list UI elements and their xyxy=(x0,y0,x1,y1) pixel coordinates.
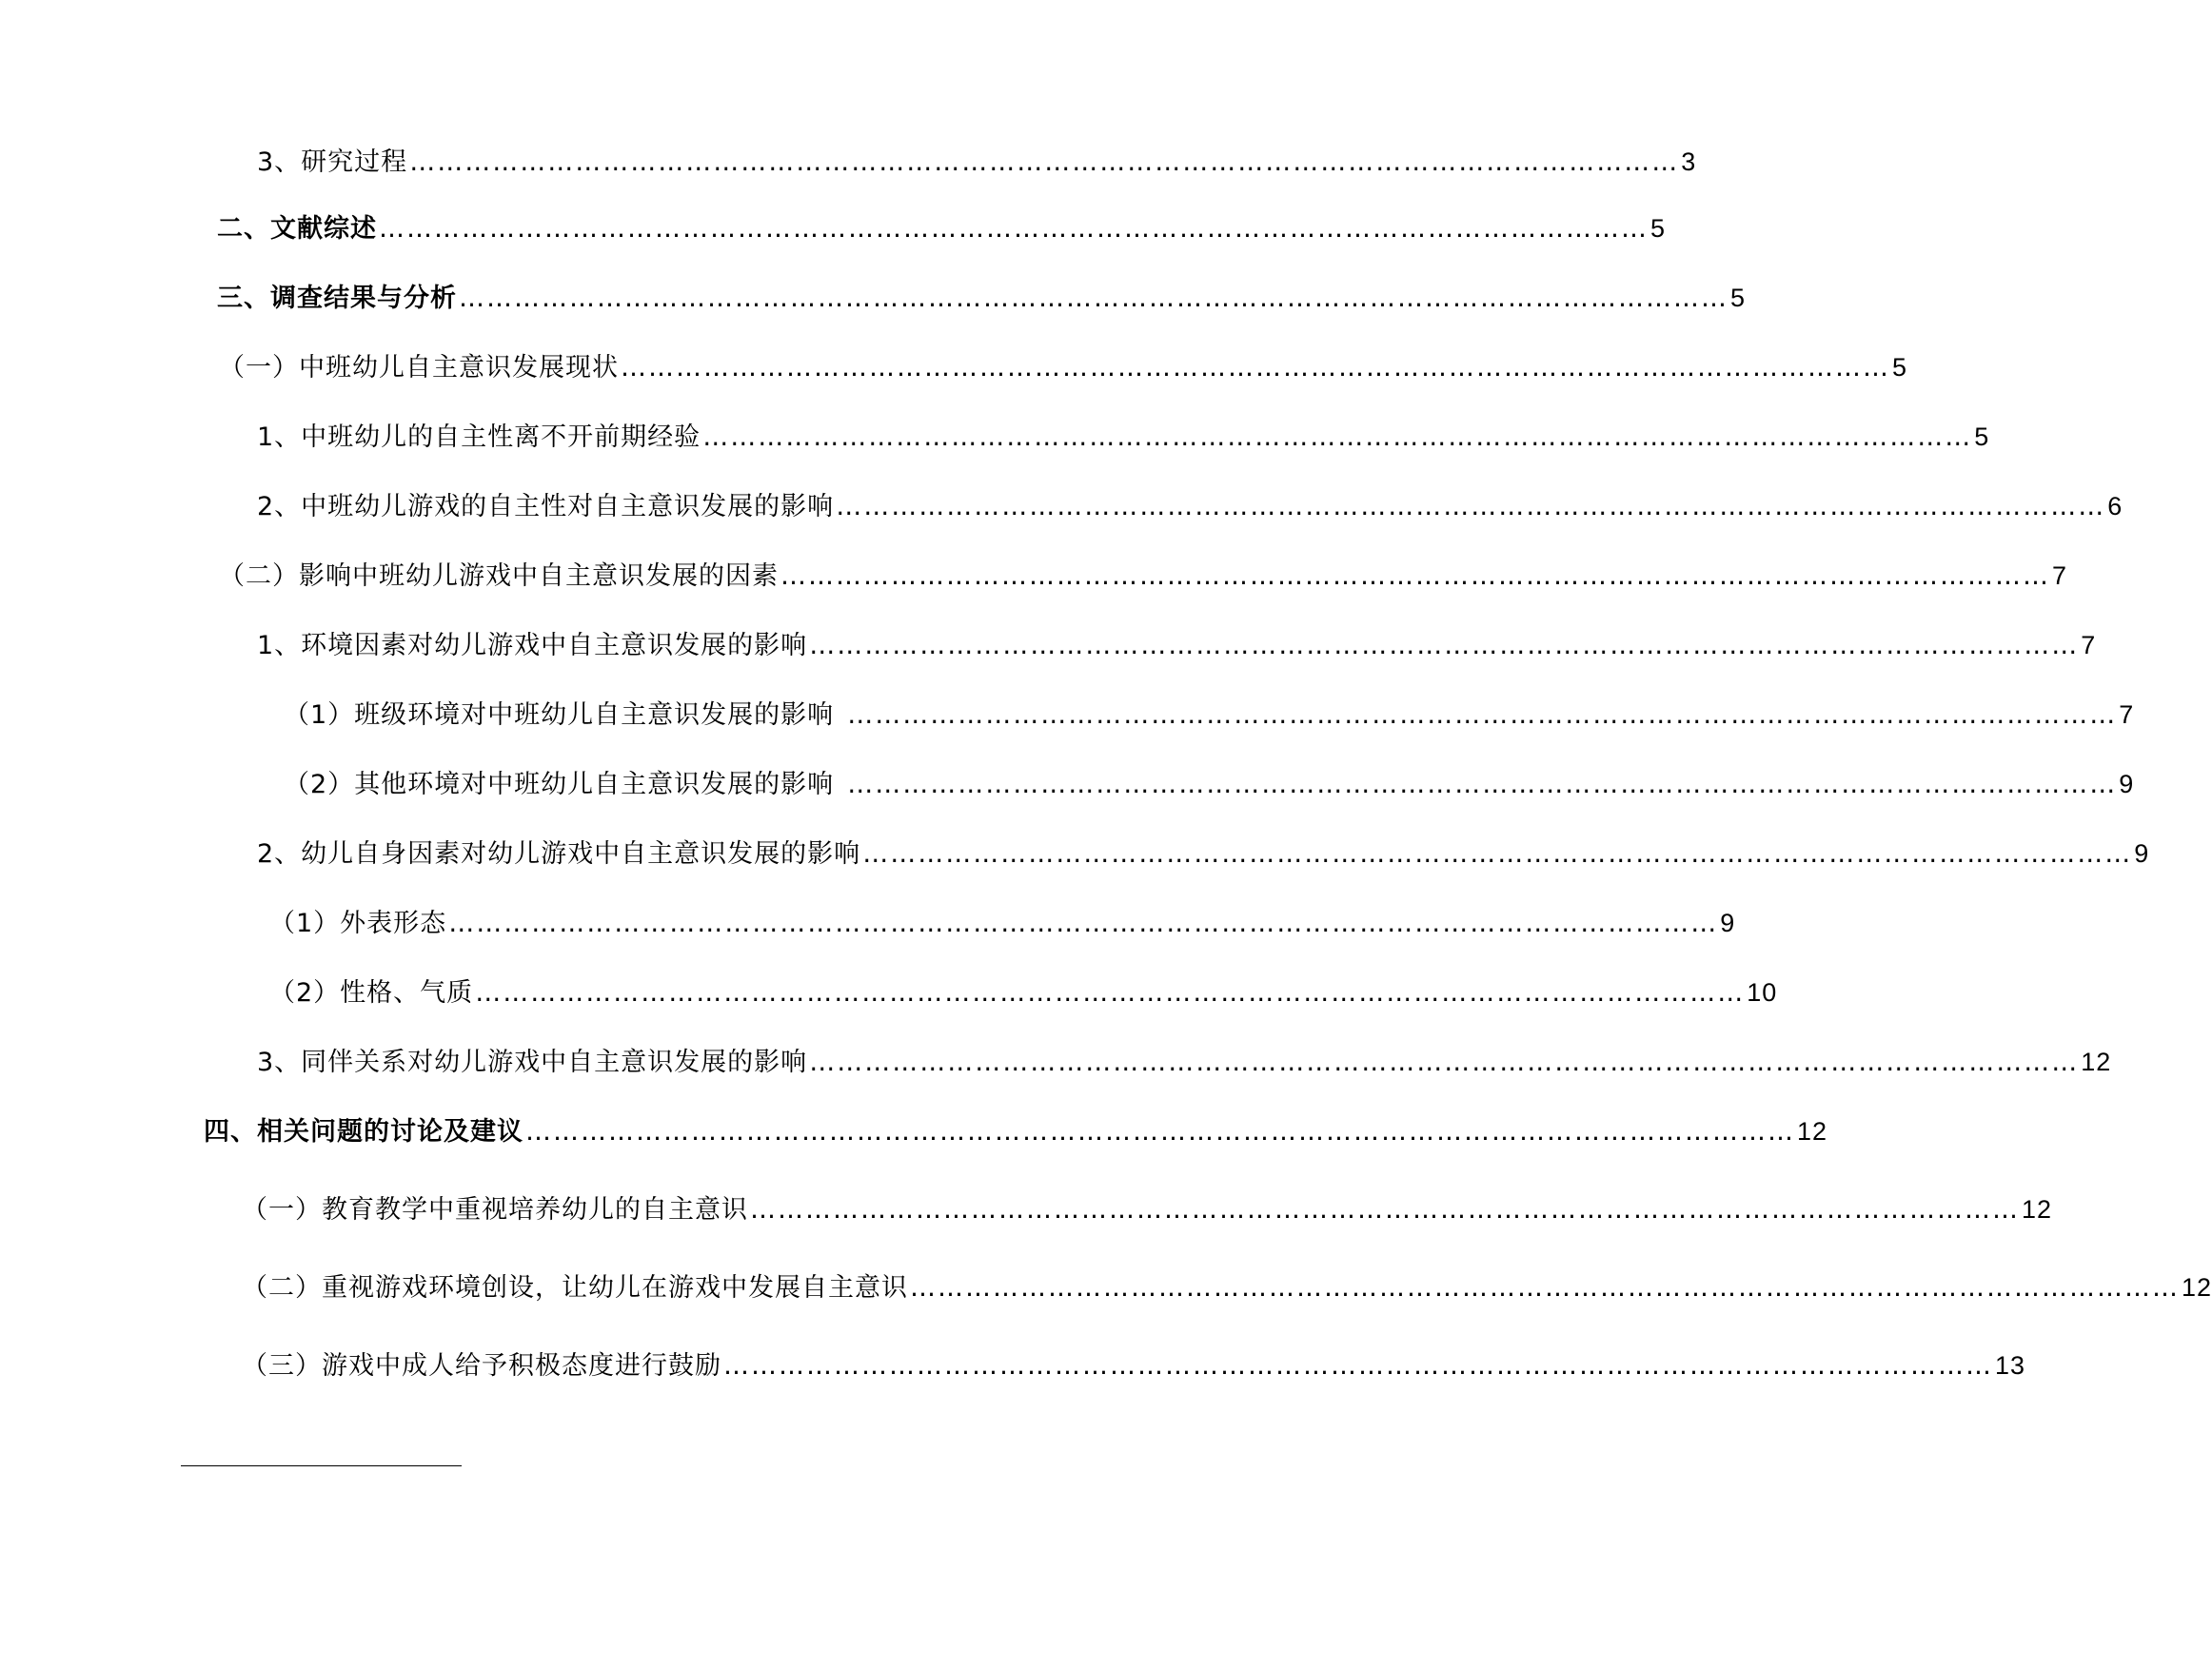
toc-entry xyxy=(242,1192,2053,1227)
toc-entry xyxy=(257,489,2123,523)
toc-leader-dots: ………………………………………………………………………………………………………………………… xyxy=(459,284,1728,313)
toc-entry-title: 2、幼儿自身因素对幼儿游戏中自主意识发展的影响 xyxy=(257,839,861,869)
toc-leader-dots: ………………………………………………………………………………………………………………………… xyxy=(723,1351,1993,1381)
toc-entry xyxy=(257,1045,2112,1079)
toc-entry-title: 2、中班幼儿游戏的自主性对自主意识发展的影响 xyxy=(257,492,835,521)
toc-entry xyxy=(269,906,1736,940)
toc-entry-page: 3 xyxy=(1681,147,1697,176)
toc-entry xyxy=(242,1348,2026,1383)
toc-entry-title: （2）性格、气质 xyxy=(269,978,474,1008)
toc-entry-title: 四、相关问题的讨论及建议 xyxy=(204,1117,523,1147)
toc-entry xyxy=(217,211,1667,245)
toc-entry-page: 13 xyxy=(1995,1351,2026,1380)
toc-entry xyxy=(257,628,2097,662)
toc-entry-page: 5 xyxy=(1650,214,1667,243)
toc-entry-title: （二）重视游戏环境创设，让幼儿在游戏中发展自主意识 xyxy=(242,1273,908,1303)
toc-entry xyxy=(257,420,1990,454)
toc-entry-page: 12 xyxy=(2022,1195,2053,1224)
toc-leader-dots: ………………………………………………………………………………………………………………………… xyxy=(862,839,2133,869)
toc-entry-page: 10 xyxy=(1747,978,1778,1007)
toc-entry xyxy=(257,836,2150,871)
toc-leader-dots: ………………………………………………………………………………………………………………………… xyxy=(780,561,2050,591)
toc-leader-dots: ………………………………………………………………………………………………………………………… xyxy=(847,770,2118,799)
toc-leader-dots: ………………………………………………………………………………………………………………………… xyxy=(910,1273,2180,1303)
toc-entry-page: 7 xyxy=(2052,561,2068,590)
toc-entry-title: （一）教育教学中重视培养幼儿的自主意识 xyxy=(242,1195,748,1225)
toc-entry-title: （2）其他环境对中班幼儿自主意识发展的影响 xyxy=(284,770,835,799)
toc-entry-page: 5 xyxy=(1730,284,1747,312)
toc-leader-dots: ………………………………………………………………………………………………………………………… xyxy=(475,978,1746,1008)
toc-entry-page: 9 xyxy=(2134,839,2150,868)
toc-leader-dots: ………………………………………………………………………………………………………………………… xyxy=(448,909,1719,938)
toc-leader-dots: ………………………………………………………………………………………………………………………… xyxy=(809,631,2080,660)
toc-entry-page: 5 xyxy=(1892,353,1908,382)
toc-leader-dots: ………………………………………………………………………………………………………………………… xyxy=(750,1195,2020,1225)
footnote-separator-line xyxy=(181,1465,462,1466)
toc-entry xyxy=(219,350,1908,384)
toc-entry xyxy=(257,145,1697,179)
toc-leader-dots: ………………………………………………………………………………………………………………………… xyxy=(409,147,1680,177)
toc-entry-title: （1）班级环境对中班幼儿自主意识发展的影响 xyxy=(284,700,835,730)
toc-entry-title: 3、同伴关系对幼儿游戏中自主意识发展的影响 xyxy=(257,1048,808,1077)
toc-leader-dots: ………………………………………………………………………………………………………………………… xyxy=(379,214,1649,244)
toc-entry xyxy=(242,1270,2212,1305)
toc-entry xyxy=(217,281,1747,315)
toc-entry xyxy=(269,975,1778,1010)
toc-entry-page: 12 xyxy=(2081,1048,2112,1076)
toc-leader-dots: ………………………………………………………………………………………………………………………… xyxy=(621,353,1890,383)
toc-entry-title: （三）游戏中成人给予积极态度进行鼓励 xyxy=(242,1351,721,1381)
toc-entry-page: 12 xyxy=(1797,1117,1828,1146)
toc-entry-title: 三、调查结果与分析 xyxy=(217,284,457,313)
toc-entry-page: 9 xyxy=(1720,909,1736,937)
toc-entry-page: 6 xyxy=(2107,492,2123,520)
toc-entry-title: （一）中班幼儿自主意识发展现状 xyxy=(219,353,619,383)
toc-entry-title: 二、文献综述 xyxy=(217,214,377,244)
toc-leader-dots: ………………………………………………………………………………………………………………………… xyxy=(809,1048,2080,1077)
toc-leader-dots: ………………………………………………………………………………………………………………………… xyxy=(847,700,2118,730)
toc-entry xyxy=(284,697,2135,732)
toc-entry-page: 9 xyxy=(2119,770,2135,798)
toc-entry xyxy=(284,767,2135,801)
toc-entry-title: 1、环境因素对幼儿游戏中自主意识发展的影响 xyxy=(257,631,808,660)
toc-entry-title: （1）外表形态 xyxy=(269,909,447,938)
toc-leader-dots: ………………………………………………………………………………………………………………………… xyxy=(836,492,2106,521)
toc-entry-page: 5 xyxy=(1974,422,1990,451)
toc-entry-title: （二）影响中班幼儿游戏中自主意识发展的因素 xyxy=(219,561,779,591)
toc-entry-page: 7 xyxy=(2119,700,2135,729)
toc-entry xyxy=(204,1114,1828,1149)
toc-entry-title: 3、研究过程 xyxy=(257,147,408,177)
toc-entry-page: 7 xyxy=(2081,631,2097,659)
toc-leader-dots: ………………………………………………………………………………………………………………………… xyxy=(525,1117,1795,1147)
toc-entry-title: 1、中班幼儿的自主性离不开前期经验 xyxy=(257,422,701,452)
toc-entry xyxy=(219,559,2068,593)
toc-entry-page: 12 xyxy=(2182,1273,2212,1302)
toc-leader-dots: ………………………………………………………………………………………………………………………… xyxy=(702,422,1973,452)
